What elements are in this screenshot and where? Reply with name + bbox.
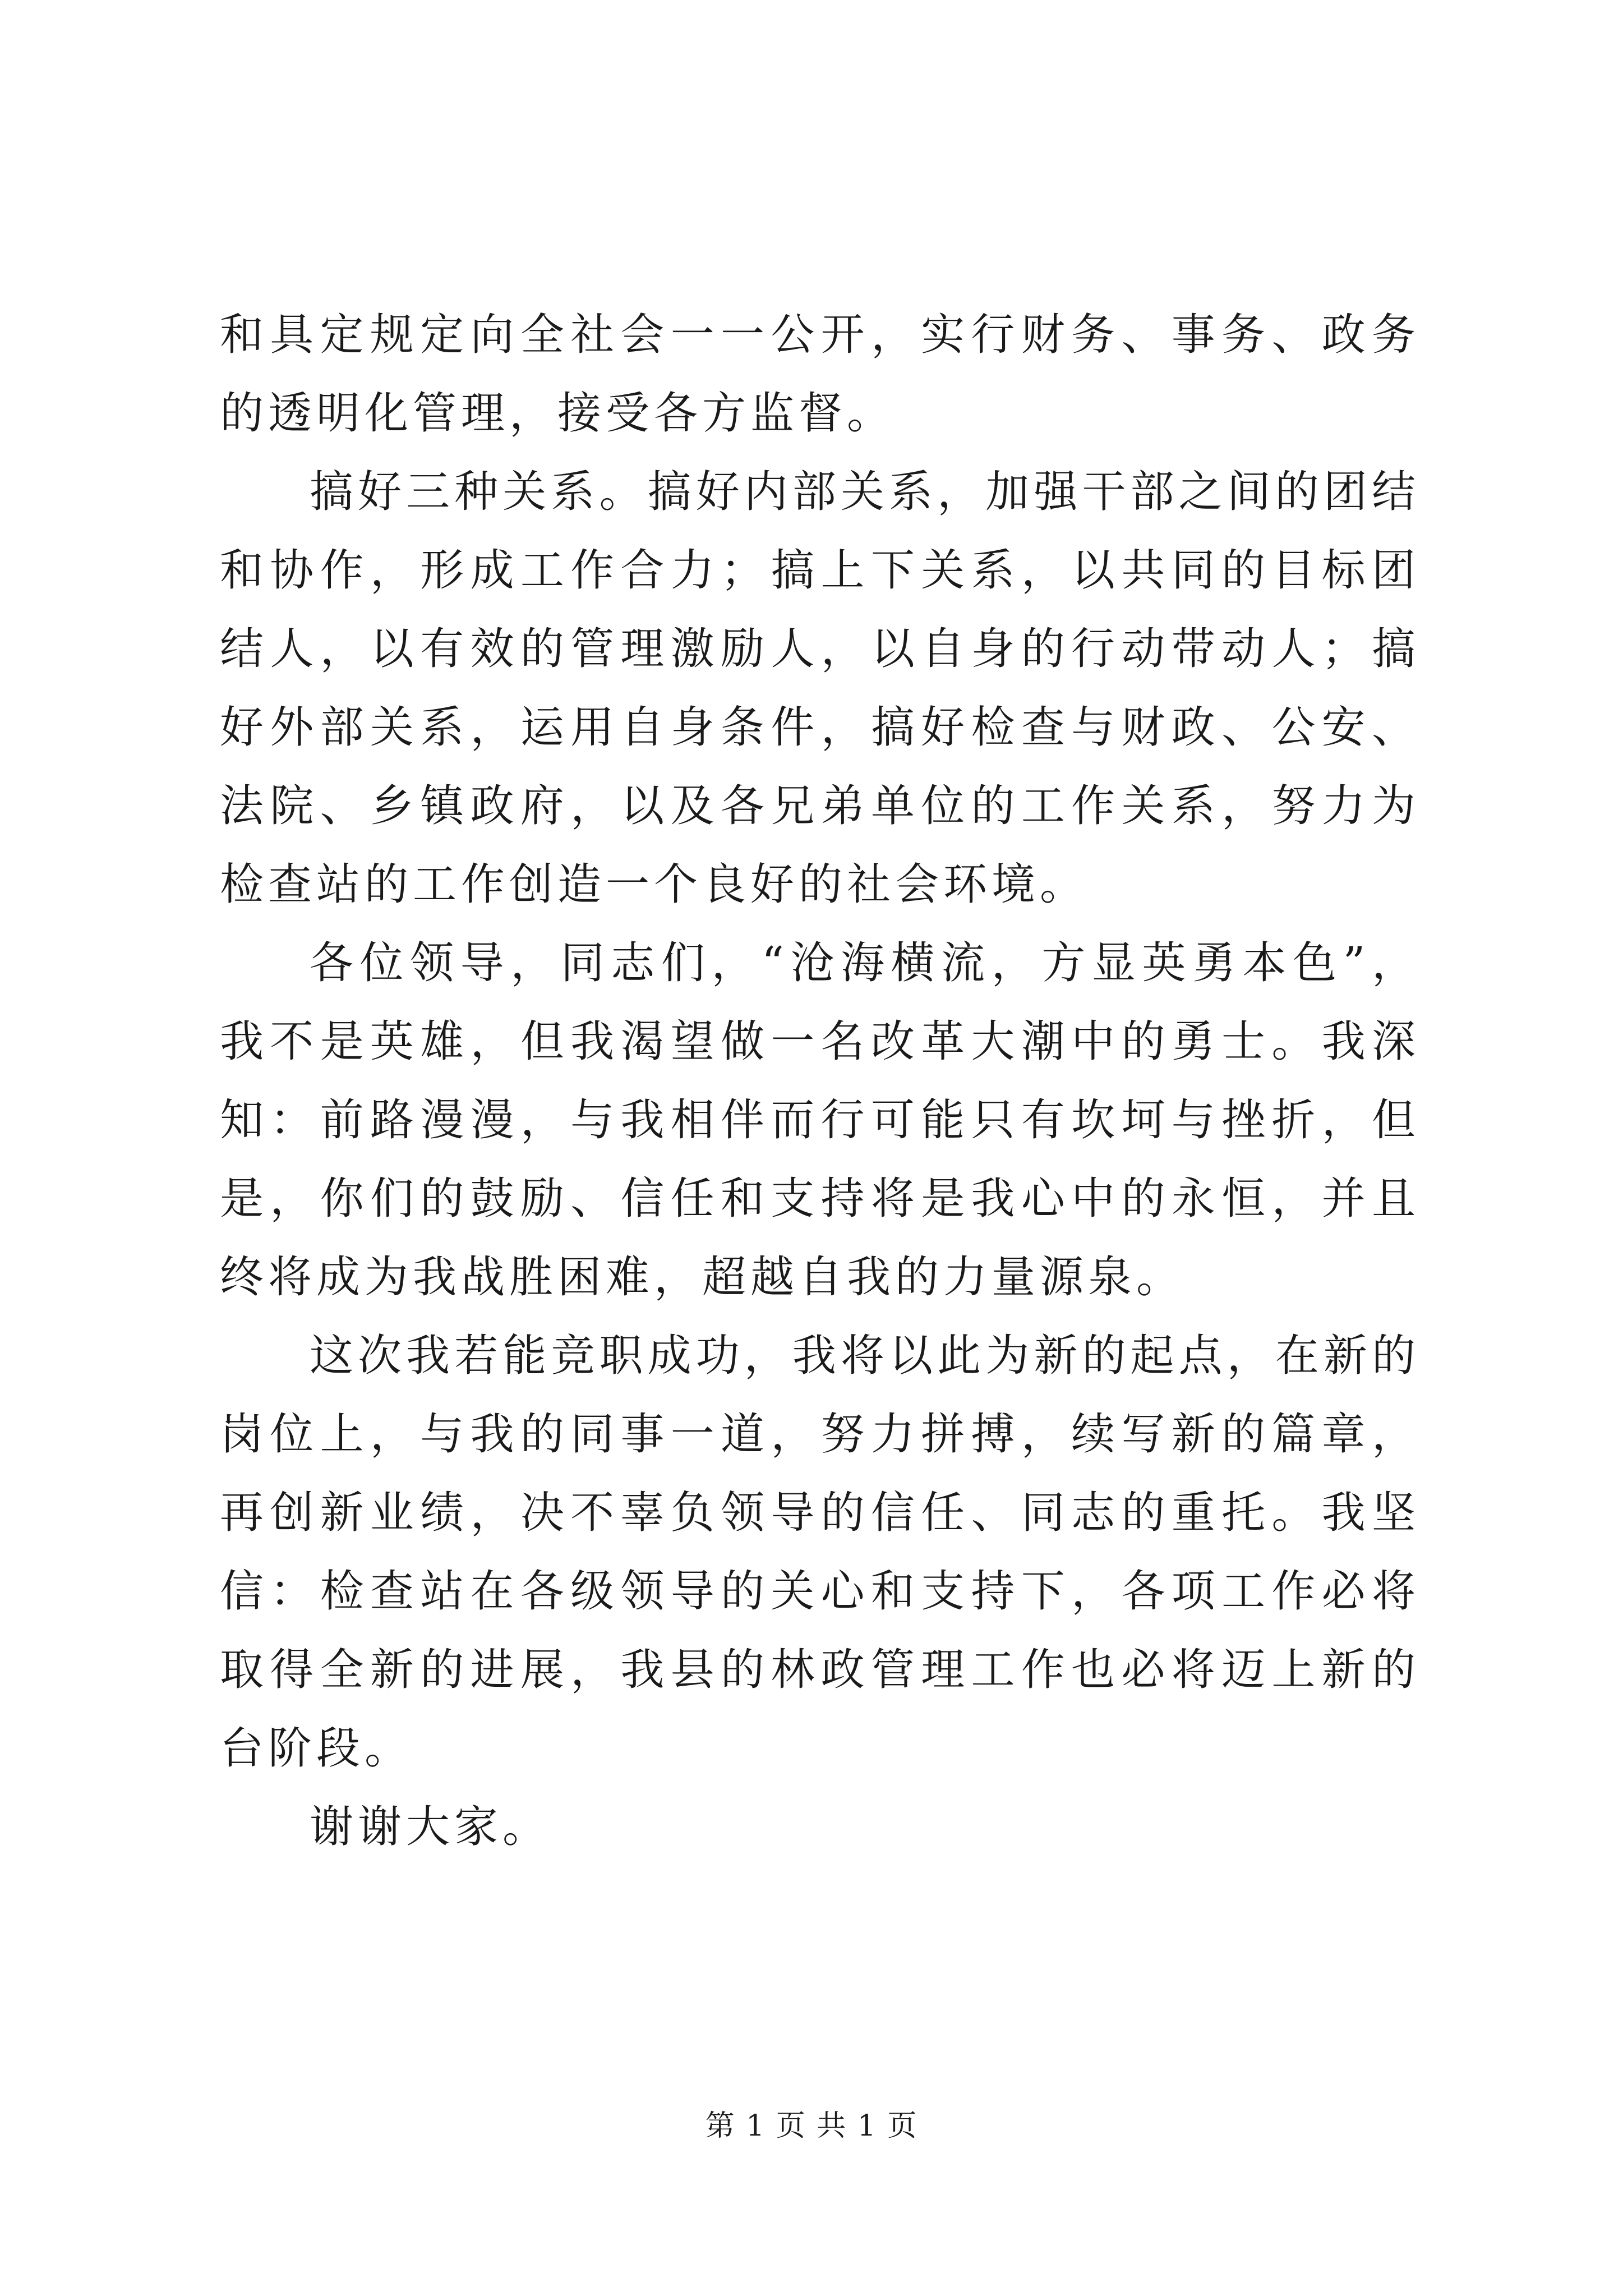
page-footer: 第 1 页 共 1 页 <box>705 2109 918 2143</box>
paragraph-address: 各位领导，同志们，“沧海横流，方显英勇本色”，我不是英雄，但我渴望做一名改革大潮中的勇士。我深知：前路漫漫，与我相伴而行可能只有坎坷与挫折，但是，你们的鼓励、信任和支持将是我心中的永恒，并且终将成为我战胜困难，超越自我的力量源泉。 <box>220 938 1420 1303</box>
paragraph-continuation: 和具定规定向全社会一一公开，实行财务、事务、政务的透明化管理，接受各方监督。 <box>220 310 1420 439</box>
paragraph-relationships: 搞好三种关系。搞好内部关系，加强干部之间的团结和协作，形成工作合力；搞上下关系，以共同的目标团结人，以有效的管理激励人，以自身的行动带动人；搞好外部关系，运用自身条件，搞好检查与财政、公安、法院、乡镇政府，以及各兄弟单位的工作关系，努力为检查站的工作创造一个良好的社会环境。 <box>220 467 1420 910</box>
paragraph-thanks: 谢谢大家。 <box>310 1802 551 1852</box>
document-body <box>220 296 1420 1866</box>
paragraph-commitment: 这次我若能竞职成功，我将以此为新的起点，在新的岗位上，与我的同事一道，努力拼搏，续写新的篇章，再创新业绩，决不辜负领导的信任、同志的重托。我坚信：检查站在各级领导的关心和支持下，各项工作必将取得全新的进展，我县的林政管理工作也必将迈上新的台阶段。 <box>220 1331 1420 1774</box>
